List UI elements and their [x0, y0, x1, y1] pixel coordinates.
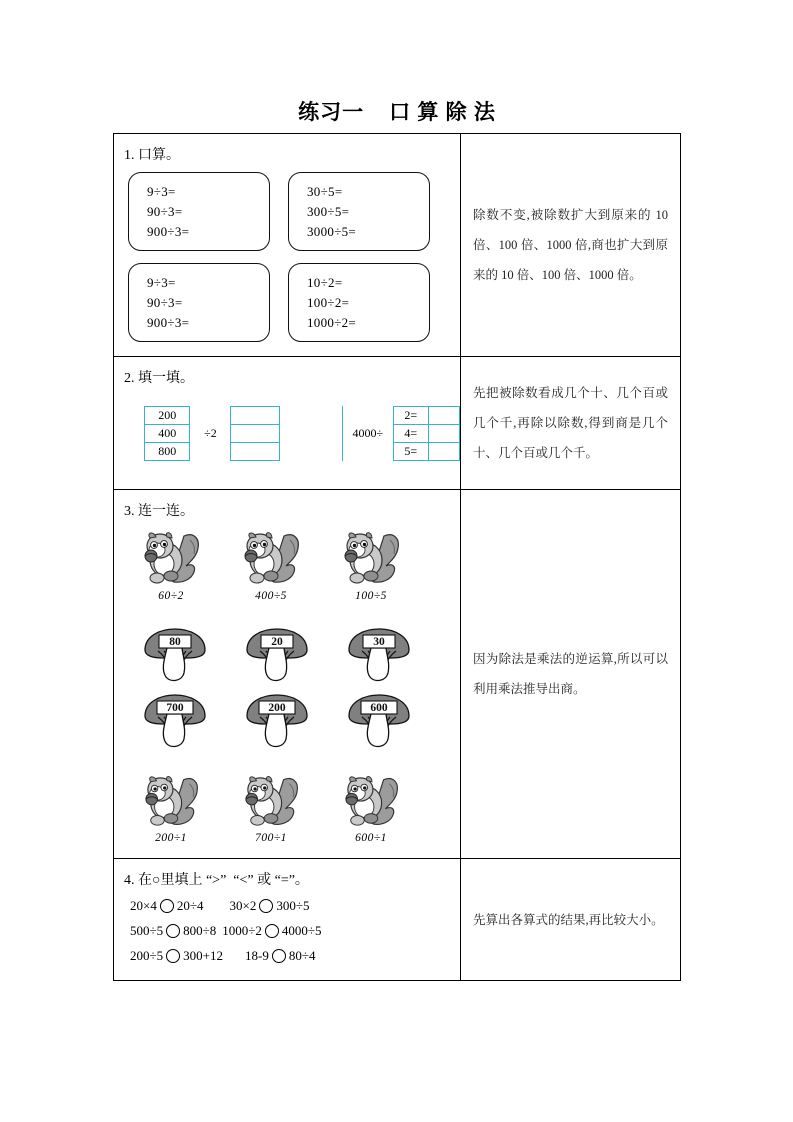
- expression-left: 200÷5: [130, 948, 164, 963]
- comparison-row: [130, 893, 460, 918]
- comparison-row: [130, 918, 460, 943]
- section-1-tip-cell: [461, 134, 680, 356]
- section-4-heading: 4. 在○里填上 “>” “<” 或 “=”。: [124, 873, 309, 888]
- section-3-row: [114, 490, 680, 859]
- mushroom-item[interactable]: [242, 692, 312, 750]
- oral-calc-box-1: [128, 172, 270, 251]
- section-3-tip-cell: [461, 490, 680, 858]
- expression: 900÷3=: [147, 224, 190, 239]
- answer-input-cell[interactable]: [428, 406, 459, 424]
- expression: 9÷3=: [147, 184, 176, 199]
- mushroom-number: 700: [166, 702, 184, 714]
- divisor-cell: 5=: [393, 442, 428, 460]
- answer-input-cell[interactable]: [231, 424, 279, 442]
- section-4-row: [114, 859, 680, 980]
- squirrel-item[interactable]: [136, 774, 206, 844]
- answer-input-cell[interactable]: [428, 442, 459, 460]
- table-row: [342, 406, 459, 424]
- squirrel-icon: [140, 774, 202, 830]
- expression-left: 30×2: [229, 898, 257, 913]
- operator-cell: ÷2: [190, 406, 231, 460]
- section-4-tip-cell: [461, 859, 680, 980]
- expression-left: 500÷5: [130, 923, 164, 938]
- squirrel-icon: [240, 774, 302, 830]
- dividend-cell: 200: [145, 406, 190, 424]
- section-2-content: [114, 357, 461, 489]
- answer-input-cell[interactable]: [231, 406, 279, 424]
- expression-right: 4000÷5: [281, 923, 322, 938]
- mushroom-icon: [244, 626, 310, 684]
- expression-left: 18-9: [244, 948, 269, 963]
- expression: 100÷2=: [307, 295, 350, 310]
- mushroom-number: 80: [169, 636, 181, 648]
- comparison-pair[interactable]: [245, 943, 315, 968]
- section-1-row: [114, 134, 680, 357]
- squirrel-label: 600÷1: [355, 832, 387, 844]
- expression: 30÷5=: [307, 184, 343, 199]
- oral-calc-box-3: [128, 263, 270, 342]
- expression: 1000÷2=: [307, 315, 357, 330]
- dividend-cell: 4000÷: [342, 406, 393, 460]
- section-2-tables: [114, 389, 460, 489]
- mushroom-item[interactable]: [140, 692, 210, 750]
- mushroom-number: 600: [370, 702, 388, 714]
- expression: 90÷3=: [147, 295, 183, 310]
- section-4-content: [114, 859, 461, 980]
- divisor-cell: 2=: [393, 406, 428, 424]
- mushroom-icon: [244, 692, 310, 750]
- mushroom-number: 200: [268, 702, 286, 714]
- expression-right: 300÷5: [276, 898, 310, 913]
- answer-input-cell[interactable]: [231, 442, 279, 460]
- fill-table-left: [144, 406, 280, 461]
- squirrel-item[interactable]: [236, 774, 306, 844]
- comparison-row: [130, 943, 460, 968]
- squirrel-label: 700÷1: [255, 832, 287, 844]
- worksheet-frame: [113, 133, 681, 981]
- expression: 10÷2=: [307, 275, 343, 290]
- expression-right: 20÷4: [176, 898, 204, 913]
- expression-right: 80÷4: [288, 948, 316, 963]
- squirrel-label: 100÷5: [355, 590, 387, 602]
- expression: 300÷5=: [307, 204, 350, 219]
- mushroom-icon: [346, 692, 412, 750]
- expression-left: 20×4: [130, 898, 157, 913]
- compare-circle[interactable]: [160, 899, 174, 913]
- page-title: 练习一 口 算 除 法: [298, 100, 496, 124]
- expression: 9÷3=: [147, 275, 176, 290]
- comparison-pair[interactable]: [130, 918, 216, 943]
- table-row: [145, 406, 280, 424]
- section-2-row: [114, 357, 680, 490]
- mushroom-item[interactable]: [140, 626, 210, 684]
- mushroom-row-2: [140, 692, 460, 750]
- squirrel-icon: [340, 774, 402, 830]
- mushroom-row-1: [140, 626, 460, 684]
- squirrel-label: 60÷2: [158, 590, 184, 602]
- mushroom-item[interactable]: [344, 626, 414, 684]
- squirrel-item[interactable]: [336, 530, 406, 602]
- squirrel-icon: [240, 530, 302, 588]
- squirrel-icon: [140, 530, 202, 588]
- expression-right: 800÷8: [183, 923, 217, 938]
- expression-left: 1000÷2: [222, 923, 262, 938]
- section-3-heading: 3. 连一连。: [124, 504, 194, 519]
- section-4-tip: 先算出各算式的结果,再比较大小。: [473, 912, 664, 927]
- comparison-pair[interactable]: [130, 943, 223, 968]
- section-1-heading: 1. 口算。: [124, 148, 180, 163]
- section-2-heading: 2. 填一填。: [124, 371, 194, 386]
- section-3-pictures: [114, 522, 460, 858]
- compare-circle[interactable]: [166, 924, 180, 938]
- section-4-comparisons: [114, 891, 460, 980]
- compare-circle[interactable]: [265, 924, 279, 938]
- squirrel-item[interactable]: [336, 774, 406, 844]
- squirrel-row-bottom: [136, 774, 460, 844]
- compare-circle[interactable]: [272, 949, 286, 963]
- mushroom-number: 30: [373, 636, 385, 648]
- squirrel-item[interactable]: [236, 530, 306, 602]
- squirrel-row-top: [136, 530, 460, 602]
- dividend-cell: 400: [145, 424, 190, 442]
- expression: 3000÷5=: [307, 224, 357, 239]
- expression-right: 300+12: [183, 948, 223, 963]
- expression: 900÷3=: [147, 315, 190, 330]
- mushroom-item[interactable]: [344, 692, 414, 750]
- section-2-tip-cell: [461, 357, 680, 489]
- mushroom-icon: [346, 626, 412, 684]
- squirrel-label: 400÷5: [255, 590, 287, 602]
- section-1-content: [114, 134, 461, 356]
- oral-calc-box-4: [288, 263, 430, 342]
- section-1-boxes: [114, 166, 460, 356]
- squirrel-icon: [340, 530, 402, 588]
- section-1-tip: 除数不变,被除数扩大到原来的 10 倍、100 倍、1000 倍,商也扩大到原来的 10 倍、100 倍、1000 倍。: [473, 208, 668, 282]
- mushroom-icon: [142, 692, 208, 750]
- compare-circle[interactable]: [259, 899, 273, 913]
- oral-calc-box-2: [288, 172, 430, 251]
- expression: 90÷3=: [147, 204, 183, 219]
- comparison-pair[interactable]: [229, 893, 309, 918]
- fill-table-right: [342, 406, 460, 461]
- squirrel-item[interactable]: [136, 530, 206, 602]
- section-3-content: [114, 490, 461, 858]
- squirrel-label: 200÷1: [155, 832, 187, 844]
- section-2-tip: 先把被除数看成几个十、几个百或几个千,再除以除数,得到商是几个十、几个百或几个千。: [473, 386, 668, 460]
- divisor-cell: 4=: [393, 424, 428, 442]
- answer-input-cell[interactable]: [428, 424, 459, 442]
- section-3-tip: 因为除法是乘法的逆运算,所以可以利用乘法推导出商。: [473, 652, 668, 696]
- comparison-pair[interactable]: [222, 918, 321, 943]
- mushroom-number: 20: [271, 636, 283, 648]
- compare-circle[interactable]: [166, 949, 180, 963]
- dividend-cell: 800: [145, 442, 190, 460]
- mushroom-icon: [142, 626, 208, 684]
- comparison-pair[interactable]: [130, 893, 203, 918]
- mushroom-item[interactable]: [242, 626, 312, 684]
